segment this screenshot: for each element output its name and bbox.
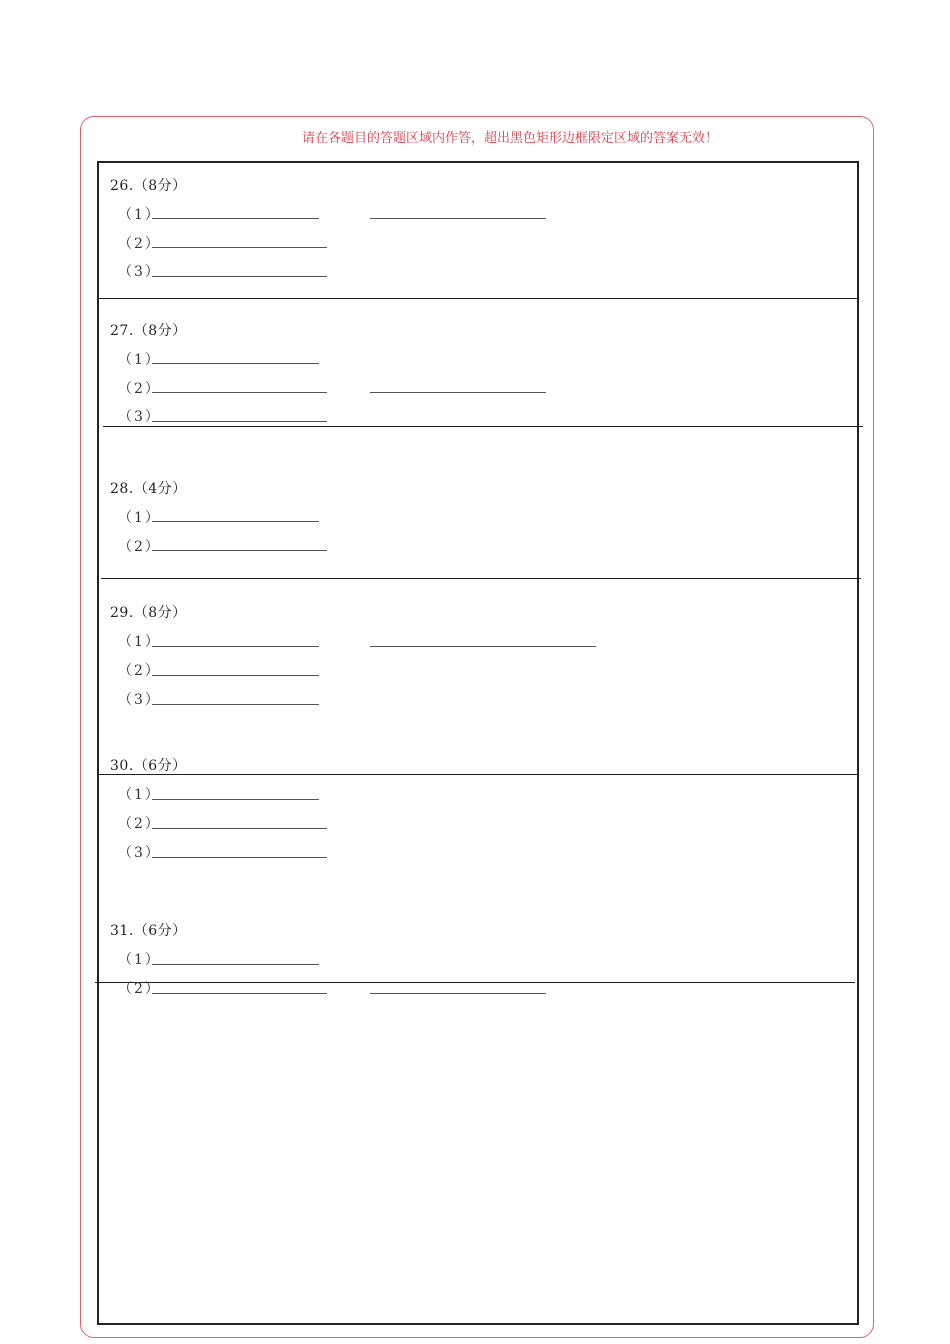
answer-blank[interactable] xyxy=(152,218,319,219)
answer-blank[interactable] xyxy=(152,675,319,676)
answer-blank[interactable] xyxy=(152,857,327,858)
question-title-29: 29.（8分） xyxy=(110,605,187,621)
answer-blank[interactable] xyxy=(152,704,319,705)
answer-blank[interactable] xyxy=(152,964,319,965)
answer-blank[interactable] xyxy=(370,218,546,219)
sub-question-label: （1） xyxy=(118,787,161,803)
answer-blank[interactable] xyxy=(152,799,319,800)
sub-question-label: （1） xyxy=(118,510,161,526)
answer-blank[interactable] xyxy=(370,646,596,647)
section-divider xyxy=(95,982,855,983)
answer-blank[interactable] xyxy=(152,993,327,994)
sub-question-label: （2） xyxy=(118,236,161,252)
sub-question-label: （1） xyxy=(118,634,161,650)
section-divider xyxy=(101,578,861,579)
question-title-30: 30.（6分） xyxy=(110,758,187,774)
question-title-28: 28.（4分） xyxy=(110,481,187,497)
sub-question-label: （3） xyxy=(118,264,161,280)
answer-blank[interactable] xyxy=(152,550,327,551)
sub-question-label: （1） xyxy=(118,952,161,968)
answer-blank[interactable] xyxy=(152,247,327,248)
answer-blank[interactable] xyxy=(152,276,327,277)
sub-question-label: （3） xyxy=(118,845,161,861)
section-divider xyxy=(99,774,859,775)
sub-question-label: （2） xyxy=(118,539,161,555)
sub-question-label: （2） xyxy=(118,816,161,832)
question-title-26: 26.（8分） xyxy=(110,178,187,194)
answer-blank[interactable] xyxy=(152,828,327,829)
sub-question-label: （3） xyxy=(118,692,161,708)
answer-blank[interactable] xyxy=(370,993,546,994)
sub-question-label: （3） xyxy=(118,409,161,425)
answer-region-notice: 请在各题目的答题区域内作答，超出黑色矩形边框限定区域的答案无效！ xyxy=(301,131,718,146)
answer-box-frame xyxy=(97,161,859,1325)
section-divider xyxy=(103,426,863,427)
question-title-31: 31.（6分） xyxy=(110,923,187,939)
answer-blank[interactable] xyxy=(152,392,327,393)
sub-question-label: （2） xyxy=(118,981,161,997)
answer-blank[interactable] xyxy=(152,521,319,522)
answer-blank[interactable] xyxy=(152,421,327,422)
sub-question-label: （1） xyxy=(118,207,161,223)
sub-question-label: （1） xyxy=(118,352,161,368)
question-title-27: 27.（8分） xyxy=(110,323,187,339)
answer-blank[interactable] xyxy=(370,392,546,393)
sub-question-label: （2） xyxy=(118,663,161,679)
answer-blank[interactable] xyxy=(152,646,319,647)
sub-question-label: （2） xyxy=(118,381,161,397)
section-divider xyxy=(99,298,859,299)
answer-blank[interactable] xyxy=(152,363,319,364)
